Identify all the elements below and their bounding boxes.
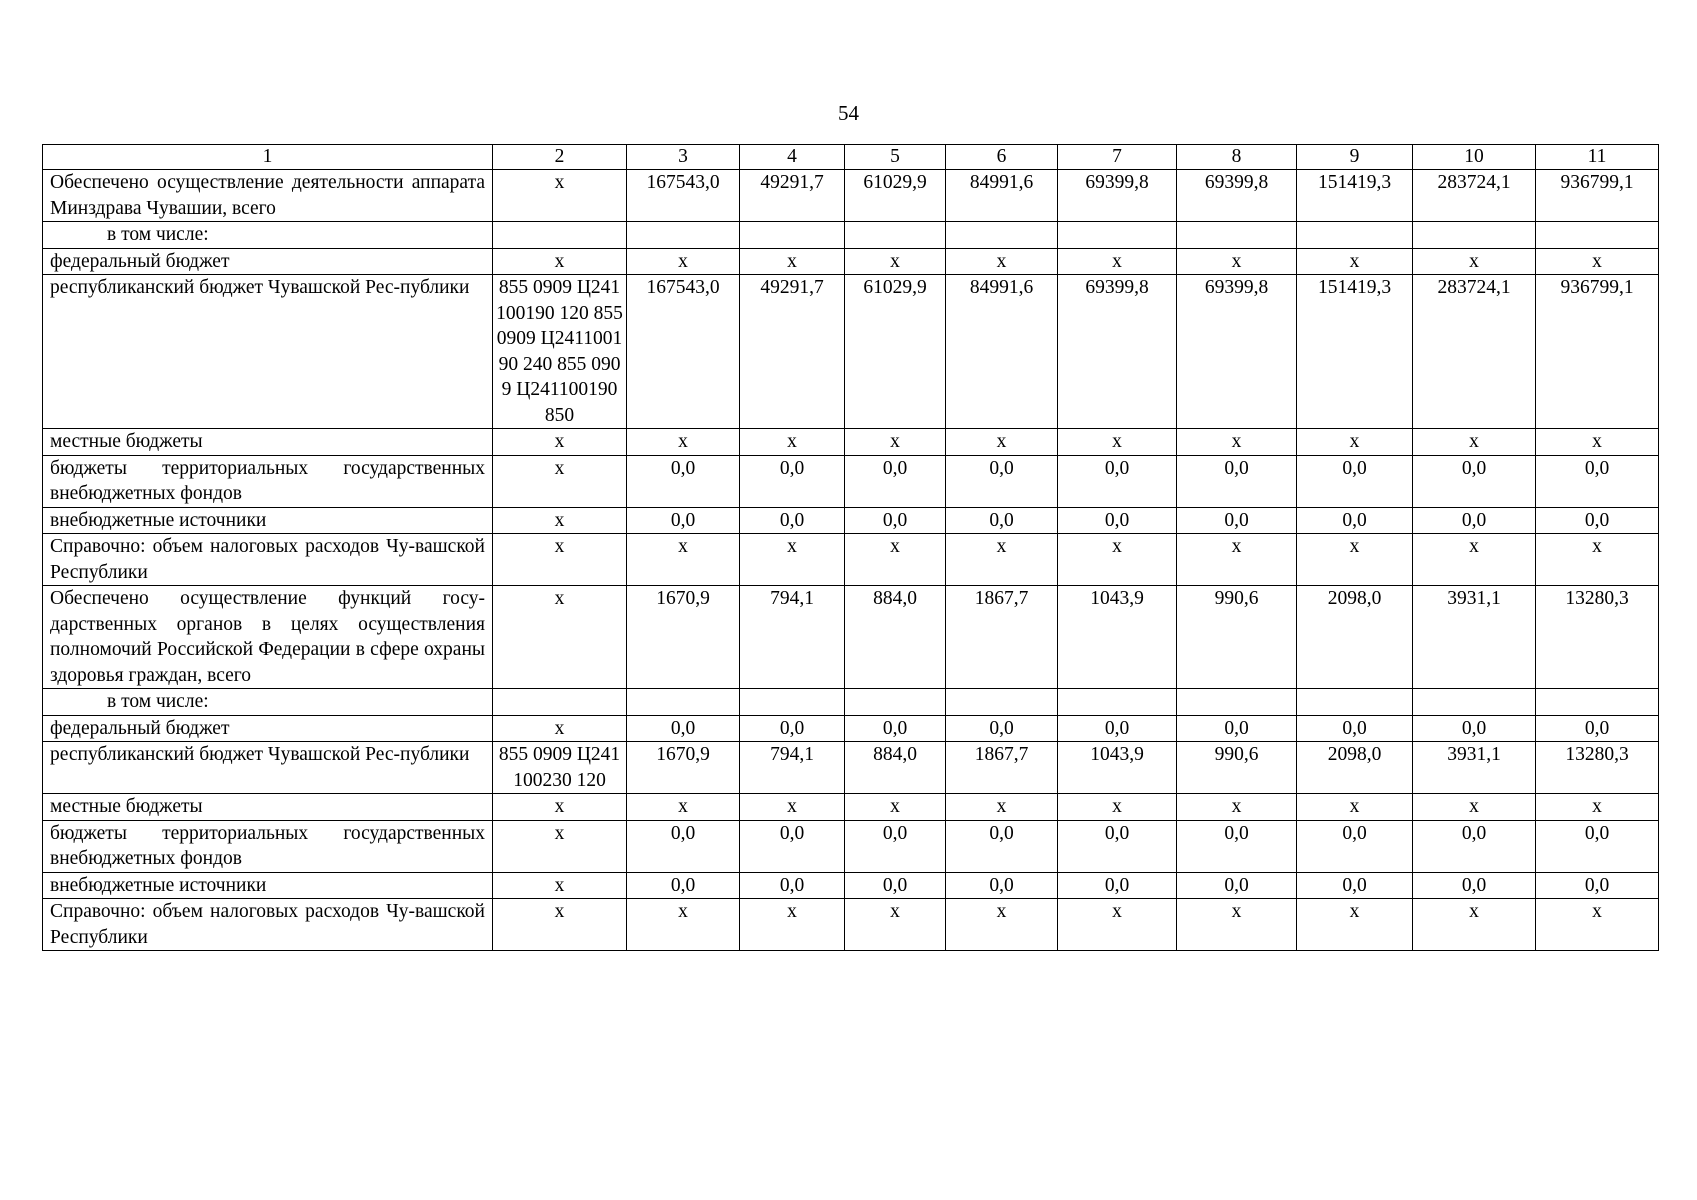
budget-classification-code: 855 0909 Ц241100190 120 855 0909 Ц241100190 240 855 0909 Ц241100190 850 <box>493 275 627 429</box>
value-cell-col-8 <box>1177 222 1297 249</box>
value-cell-col-7: 0,0 <box>1058 872 1177 899</box>
table-row <box>43 275 1659 429</box>
value-cell-col-11: 0,0 <box>1536 820 1659 872</box>
value-cell-col-3: x <box>627 429 740 456</box>
column-header-5: 5 <box>845 145 946 170</box>
value-cell-col-6 <box>946 689 1058 716</box>
value-cell-col-9: x <box>1297 429 1413 456</box>
row-description: республиканский бюджет Чувашской Рес-публики <box>43 742 493 794</box>
value-cell-col-9: x <box>1297 794 1413 821</box>
value-cell-col-3: 167543,0 <box>627 170 740 222</box>
value-cell-col-3: 0,0 <box>627 715 740 742</box>
value-cell-col-5: x <box>845 429 946 456</box>
column-header-3: 3 <box>627 145 740 170</box>
value-cell-col-7: x <box>1058 534 1177 586</box>
value-cell-col-10: x <box>1413 899 1536 951</box>
value-cell-col-6: x <box>946 794 1058 821</box>
row-description: Обеспечено осуществление функций госу-дарственных органов в целях осуществления полномочий Российской Федерации в сфере охраны здоровья граждан, всего <box>43 586 493 689</box>
value-cell-col-9: 0,0 <box>1297 872 1413 899</box>
value-cell-col-3: x <box>627 794 740 821</box>
column-header-10: 10 <box>1413 145 1536 170</box>
row-description: местные бюджеты <box>43 794 493 821</box>
budget-classification-code: 855 0909 Ц241100230 120 <box>493 742 627 794</box>
value-cell-col-6: 0,0 <box>946 820 1058 872</box>
table-row <box>43 689 1659 716</box>
value-cell-col-4: 0,0 <box>740 820 845 872</box>
value-cell-col-11: 13280,3 <box>1536 742 1659 794</box>
value-cell-col-6: x <box>946 534 1058 586</box>
value-cell-col-4: 794,1 <box>740 586 845 689</box>
column-header-2: 2 <box>493 145 627 170</box>
value-cell-col-8: x <box>1177 794 1297 821</box>
value-cell-col-11 <box>1536 222 1659 249</box>
value-cell-col-3: x <box>627 248 740 275</box>
value-cell-col-9: x <box>1297 899 1413 951</box>
value-cell-col-4 <box>740 689 845 716</box>
value-cell-col-11: 936799,1 <box>1536 170 1659 222</box>
value-cell-col-11: 0,0 <box>1536 455 1659 507</box>
row-description: республиканский бюджет Чувашской Рес-публики <box>43 275 493 429</box>
value-cell-col-11: 0,0 <box>1536 507 1659 534</box>
value-cell-col-6 <box>946 222 1058 249</box>
value-cell-col-6: x <box>946 248 1058 275</box>
value-cell-col-5: x <box>845 794 946 821</box>
value-cell-col-9: 2098,0 <box>1297 586 1413 689</box>
value-cell-col-9: x <box>1297 534 1413 586</box>
value-cell-col-9: 2098,0 <box>1297 742 1413 794</box>
value-cell-col-6: 0,0 <box>946 872 1058 899</box>
table-row <box>43 170 1659 222</box>
value-cell-col-4: 49291,7 <box>740 170 845 222</box>
row-description: местные бюджеты <box>43 429 493 456</box>
value-cell-col-8: 69399,8 <box>1177 170 1297 222</box>
value-cell-col-10: 283724,1 <box>1413 170 1536 222</box>
value-cell-col-7: x <box>1058 899 1177 951</box>
value-cell-col-4 <box>740 222 845 249</box>
value-cell-col-5: 884,0 <box>845 742 946 794</box>
value-cell-col-11: x <box>1536 429 1659 456</box>
budget-classification-code: x <box>493 794 627 821</box>
value-cell-col-3: 0,0 <box>627 455 740 507</box>
value-cell-col-10 <box>1413 689 1536 716</box>
value-cell-col-6: 0,0 <box>946 715 1058 742</box>
row-description: внебюджетные источники <box>43 872 493 899</box>
value-cell-col-6: 0,0 <box>946 507 1058 534</box>
value-cell-col-9: 0,0 <box>1297 715 1413 742</box>
value-cell-col-4: 0,0 <box>740 455 845 507</box>
table-row <box>43 507 1659 534</box>
header-row <box>43 145 1659 170</box>
value-cell-col-4: 794,1 <box>740 742 845 794</box>
table-row <box>43 429 1659 456</box>
value-cell-col-10: 3931,1 <box>1413 742 1536 794</box>
value-cell-col-4: 0,0 <box>740 715 845 742</box>
value-cell-col-7 <box>1058 222 1177 249</box>
value-cell-col-6: 84991,6 <box>946 275 1058 429</box>
value-cell-col-7 <box>1058 689 1177 716</box>
row-description: в том числе: <box>43 222 493 249</box>
budget-classification-code: x <box>493 455 627 507</box>
row-description: федеральный бюджет <box>43 715 493 742</box>
value-cell-col-3 <box>627 689 740 716</box>
table-row <box>43 794 1659 821</box>
value-cell-col-5: 61029,9 <box>845 170 946 222</box>
value-cell-col-10: 0,0 <box>1413 507 1536 534</box>
value-cell-col-9: 0,0 <box>1297 507 1413 534</box>
value-cell-col-6: 0,0 <box>946 455 1058 507</box>
value-cell-col-11: 0,0 <box>1536 715 1659 742</box>
value-cell-col-8: 0,0 <box>1177 455 1297 507</box>
value-cell-col-11: 0,0 <box>1536 872 1659 899</box>
value-cell-col-5 <box>845 222 946 249</box>
page-number: 54 <box>838 101 859 125</box>
value-cell-col-3: 0,0 <box>627 820 740 872</box>
value-cell-col-5: 0,0 <box>845 455 946 507</box>
value-cell-col-8: x <box>1177 248 1297 275</box>
table-row <box>43 455 1659 507</box>
value-cell-col-5: 0,0 <box>845 507 946 534</box>
row-description: Справочно: объем налоговых расходов Чу-вашской Республики <box>43 534 493 586</box>
value-cell-col-6: 1867,7 <box>946 742 1058 794</box>
column-header-6: 6 <box>946 145 1058 170</box>
value-cell-col-5: 884,0 <box>845 586 946 689</box>
column-header-9: 9 <box>1297 145 1413 170</box>
row-description: федеральный бюджет <box>43 248 493 275</box>
row-description: Обеспечено осуществление деятельности аппарата Минздрава Чувашии, всего <box>43 170 493 222</box>
value-cell-col-4: x <box>740 534 845 586</box>
value-cell-col-7: x <box>1058 429 1177 456</box>
value-cell-col-10: 0,0 <box>1413 455 1536 507</box>
value-cell-col-4: x <box>740 899 845 951</box>
value-cell-col-5: x <box>845 534 946 586</box>
table-row <box>43 715 1659 742</box>
budget-classification-code: x <box>493 872 627 899</box>
value-cell-col-8 <box>1177 689 1297 716</box>
value-cell-col-9: 0,0 <box>1297 455 1413 507</box>
value-cell-col-8: x <box>1177 429 1297 456</box>
value-cell-col-3: 1670,9 <box>627 742 740 794</box>
value-cell-col-5 <box>845 689 946 716</box>
value-cell-col-7: 0,0 <box>1058 715 1177 742</box>
value-cell-col-11 <box>1536 689 1659 716</box>
value-cell-col-3: x <box>627 899 740 951</box>
value-cell-col-11: x <box>1536 248 1659 275</box>
value-cell-col-11: x <box>1536 534 1659 586</box>
value-cell-col-6: x <box>946 429 1058 456</box>
value-cell-col-5: 0,0 <box>845 715 946 742</box>
row-description: Справочно: объем налоговых расходов Чу-вашской Республики <box>43 899 493 951</box>
row-description: в том числе: <box>43 689 493 716</box>
value-cell-col-10: 3931,1 <box>1413 586 1536 689</box>
value-cell-col-7: 69399,8 <box>1058 275 1177 429</box>
value-cell-col-5: 61029,9 <box>845 275 946 429</box>
value-cell-col-3: 167543,0 <box>627 275 740 429</box>
budget-classification-code: x <box>493 899 627 951</box>
value-cell-col-3: x <box>627 534 740 586</box>
value-cell-col-7: 0,0 <box>1058 455 1177 507</box>
value-cell-col-8: 0,0 <box>1177 507 1297 534</box>
table-row <box>43 222 1659 249</box>
budget-table <box>42 144 1659 951</box>
value-cell-col-4: x <box>740 794 845 821</box>
table-row <box>43 586 1659 689</box>
value-cell-col-8: 990,6 <box>1177 742 1297 794</box>
value-cell-col-11: 936799,1 <box>1536 275 1659 429</box>
value-cell-col-4: 0,0 <box>740 507 845 534</box>
budget-classification-code: x <box>493 715 627 742</box>
value-cell-col-11: x <box>1536 794 1659 821</box>
column-header-1: 1 <box>43 145 493 170</box>
value-cell-col-9 <box>1297 689 1413 716</box>
value-cell-col-10: 0,0 <box>1413 820 1536 872</box>
table-row <box>43 872 1659 899</box>
budget-classification-code: x <box>493 248 627 275</box>
table-row <box>43 248 1659 275</box>
value-cell-col-9: 0,0 <box>1297 820 1413 872</box>
value-cell-col-3 <box>627 222 740 249</box>
value-cell-col-10: x <box>1413 429 1536 456</box>
value-cell-col-9: 151419,3 <box>1297 170 1413 222</box>
budget-classification-code: x <box>493 170 627 222</box>
value-cell-col-8: x <box>1177 899 1297 951</box>
value-cell-col-7: 69399,8 <box>1058 170 1177 222</box>
value-cell-col-7: 1043,9 <box>1058 586 1177 689</box>
value-cell-col-11: 13280,3 <box>1536 586 1659 689</box>
column-header-7: 7 <box>1058 145 1177 170</box>
column-header-11: 11 <box>1536 145 1659 170</box>
value-cell-col-6: 1867,7 <box>946 586 1058 689</box>
row-description: внебюджетные источники <box>43 507 493 534</box>
value-cell-col-4: x <box>740 248 845 275</box>
table-row <box>43 742 1659 794</box>
value-cell-col-9: 151419,3 <box>1297 275 1413 429</box>
value-cell-col-7: 1043,9 <box>1058 742 1177 794</box>
column-header-4: 4 <box>740 145 845 170</box>
table-row <box>43 820 1659 872</box>
budget-classification-code <box>493 222 627 249</box>
value-cell-col-8: 0,0 <box>1177 872 1297 899</box>
row-description: бюджеты территориальных государственных внебюджетных фондов <box>43 455 493 507</box>
value-cell-col-10: x <box>1413 794 1536 821</box>
value-cell-col-4: 49291,7 <box>740 275 845 429</box>
row-description: бюджеты территориальных государственных внебюджетных фондов <box>43 820 493 872</box>
value-cell-col-8: 0,0 <box>1177 715 1297 742</box>
value-cell-col-10 <box>1413 222 1536 249</box>
budget-classification-code: x <box>493 507 627 534</box>
value-cell-col-9: x <box>1297 248 1413 275</box>
value-cell-col-7: 0,0 <box>1058 507 1177 534</box>
table-row <box>43 899 1659 951</box>
value-cell-col-5: 0,0 <box>845 820 946 872</box>
table-body <box>43 145 1659 951</box>
table-row <box>43 534 1659 586</box>
value-cell-col-8: 69399,8 <box>1177 275 1297 429</box>
value-cell-col-5: 0,0 <box>845 872 946 899</box>
value-cell-col-3: 1670,9 <box>627 586 740 689</box>
budget-classification-code: x <box>493 534 627 586</box>
value-cell-col-8: 990,6 <box>1177 586 1297 689</box>
value-cell-col-3: 0,0 <box>627 872 740 899</box>
value-cell-col-11: x <box>1536 899 1659 951</box>
column-header-8: 8 <box>1177 145 1297 170</box>
value-cell-col-10: x <box>1413 248 1536 275</box>
budget-classification-code: x <box>493 429 627 456</box>
value-cell-col-7: x <box>1058 794 1177 821</box>
value-cell-col-10: 0,0 <box>1413 715 1536 742</box>
value-cell-col-7: 0,0 <box>1058 820 1177 872</box>
value-cell-col-5: x <box>845 248 946 275</box>
value-cell-col-8: x <box>1177 534 1297 586</box>
value-cell-col-8: 0,0 <box>1177 820 1297 872</box>
value-cell-col-6: 84991,6 <box>946 170 1058 222</box>
budget-classification-code: x <box>493 586 627 689</box>
value-cell-col-5: x <box>845 899 946 951</box>
value-cell-col-10: 0,0 <box>1413 872 1536 899</box>
value-cell-col-4: 0,0 <box>740 872 845 899</box>
value-cell-col-10: x <box>1413 534 1536 586</box>
value-cell-col-10: 283724,1 <box>1413 275 1536 429</box>
value-cell-col-9 <box>1297 222 1413 249</box>
budget-classification-code <box>493 689 627 716</box>
value-cell-col-6: x <box>946 899 1058 951</box>
value-cell-col-3: 0,0 <box>627 507 740 534</box>
value-cell-col-4: x <box>740 429 845 456</box>
budget-classification-code: x <box>493 820 627 872</box>
value-cell-col-7: x <box>1058 248 1177 275</box>
